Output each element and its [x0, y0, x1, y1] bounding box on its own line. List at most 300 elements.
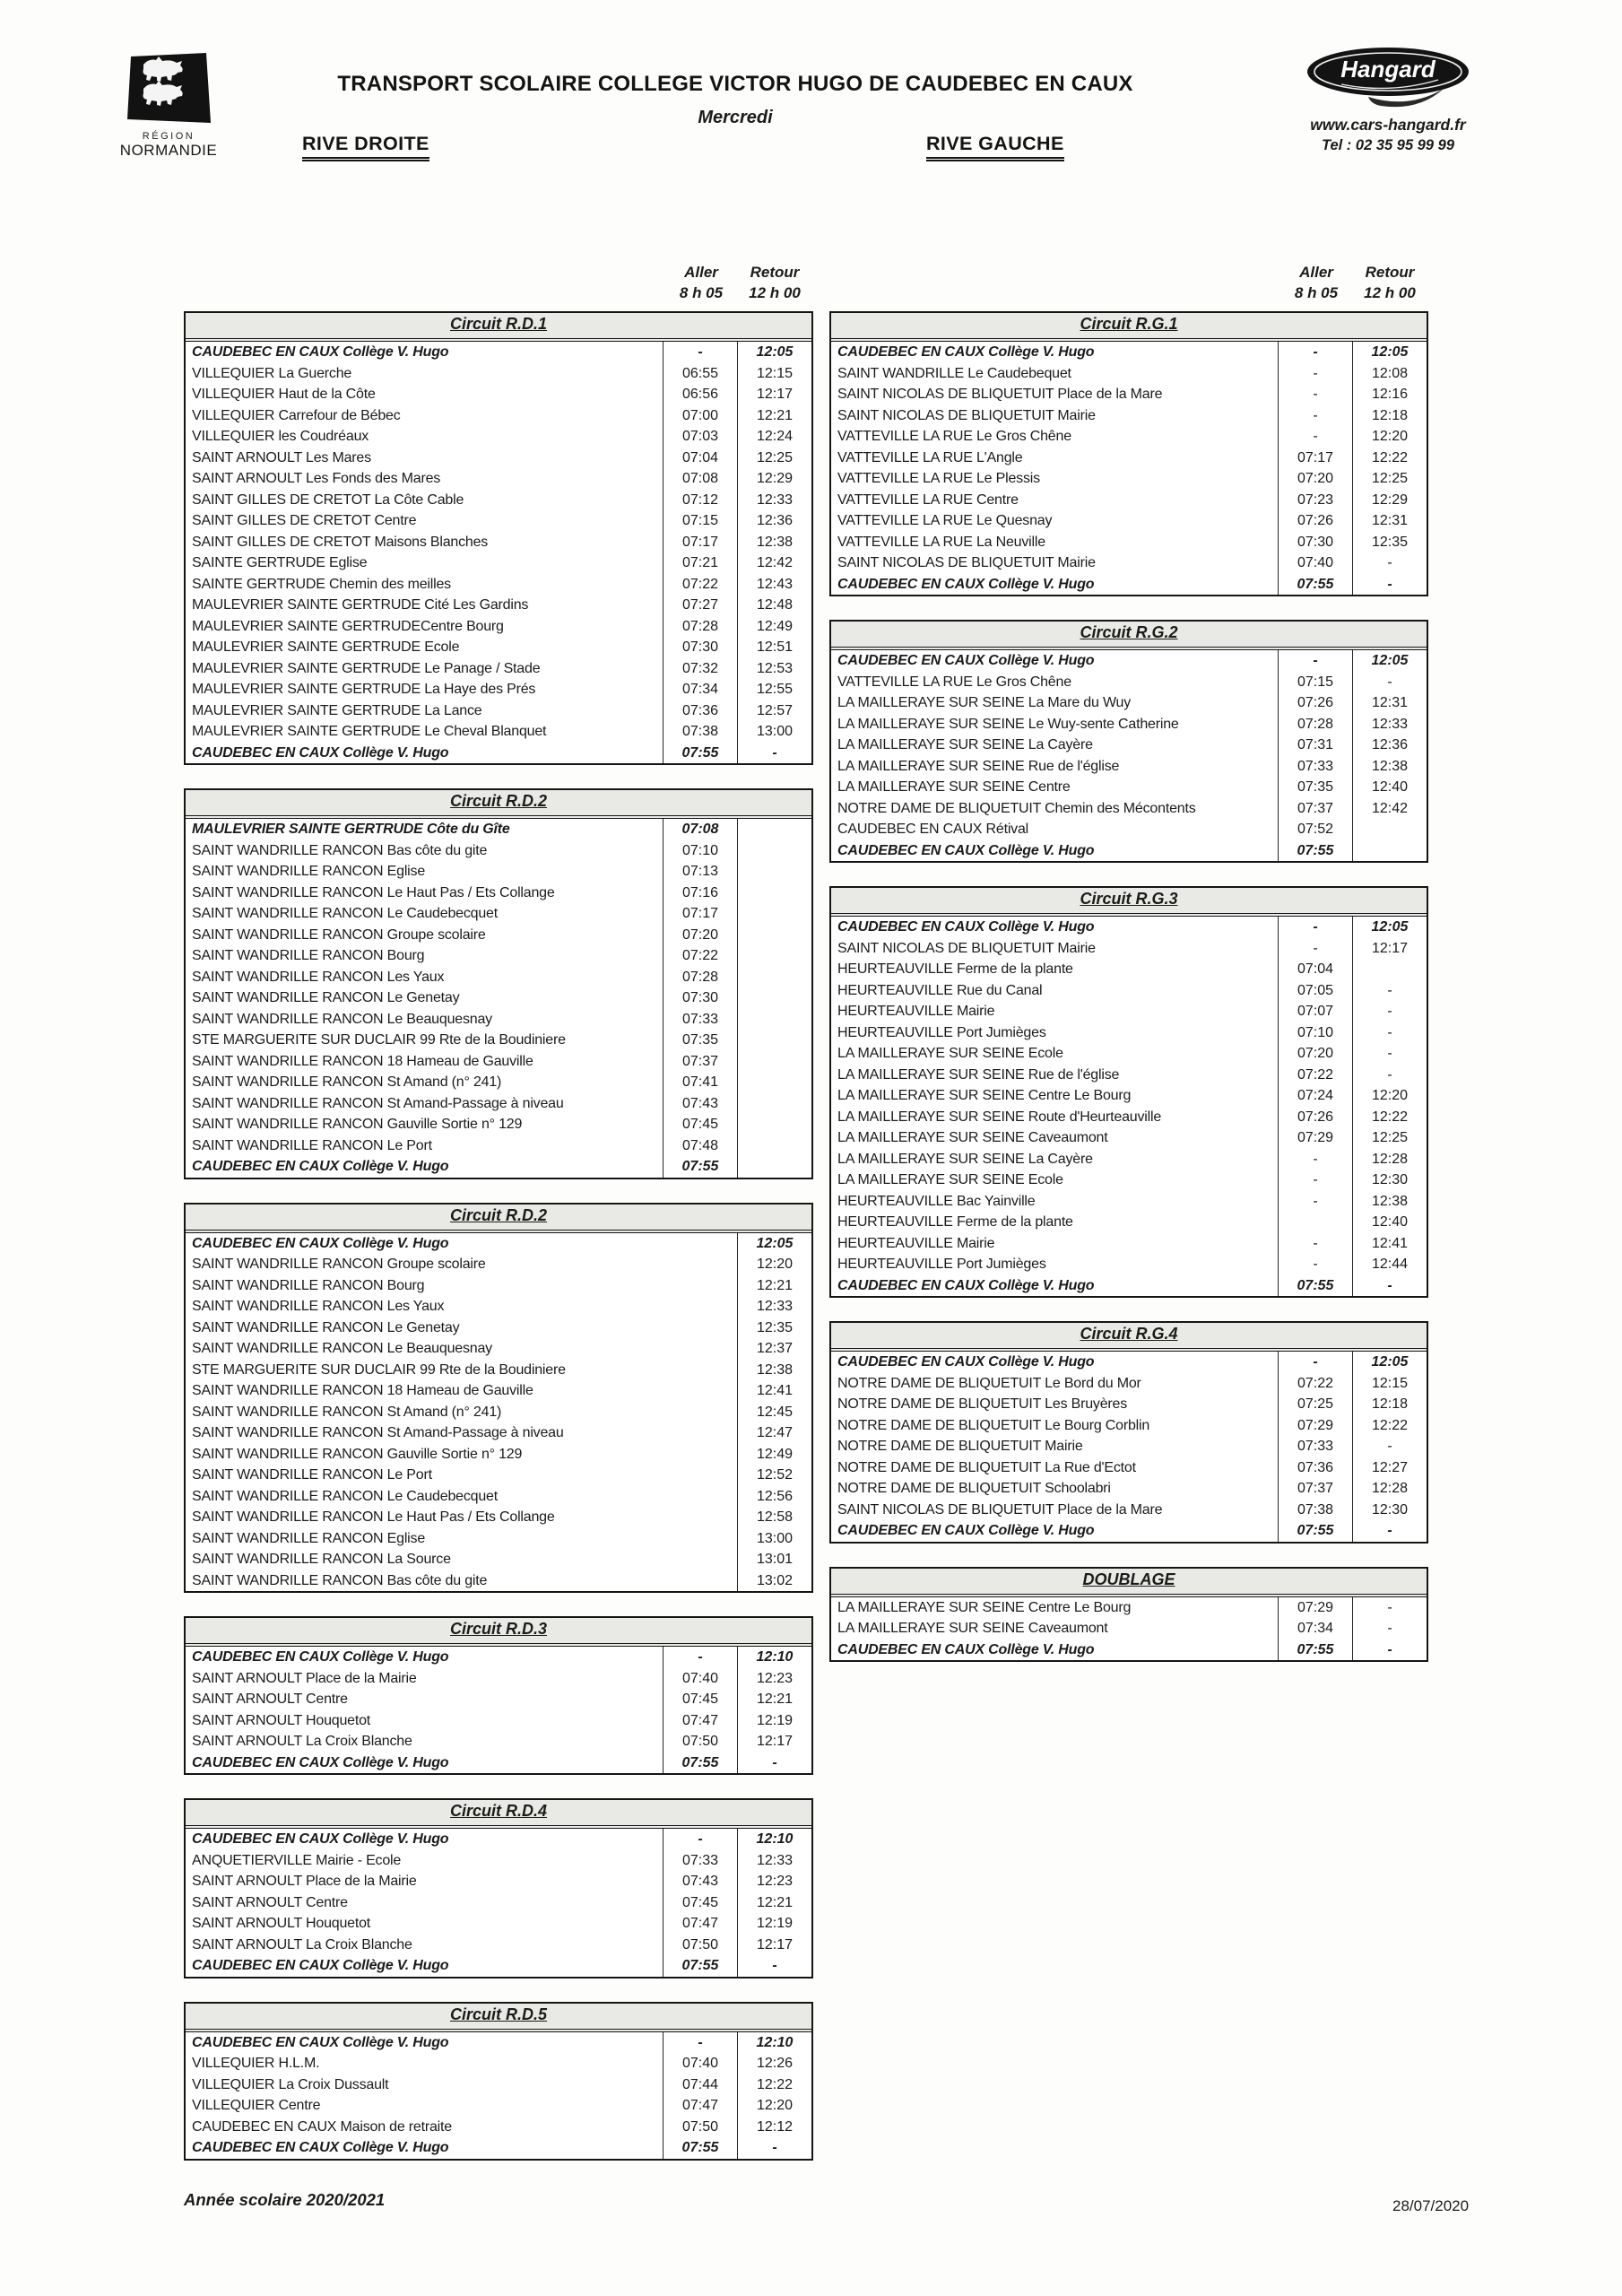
stop-name: SAINT WANDRILLE RANCON Les Yaux [192, 969, 445, 985]
time-retour [737, 925, 811, 946]
time-aller: 07:48 [663, 1135, 737, 1157]
stop-row [186, 552, 811, 574]
stop-row [186, 861, 811, 883]
stop-row [186, 1752, 811, 1774]
time-aller: - [1278, 650, 1352, 672]
stop-row [186, 967, 811, 988]
stop-name: SAINT WANDRILLE RANCON Gauville Sortie n° 129 [192, 1446, 523, 1462]
rive-droite-tables [184, 311, 813, 2161]
stop-row [186, 468, 811, 490]
stop-name: CAUDEBEC EN CAUX Collège V. Hugo [837, 576, 1095, 592]
stop-row [186, 658, 811, 680]
time-retour: 12:21 [737, 1689, 811, 1710]
time-retour: 12:23 [737, 1668, 811, 1690]
stop-name: MAULEVRIER SAINTE GERTRUDE Ecole [192, 639, 460, 655]
stop-row [831, 1618, 1427, 1639]
time-aller: 07:37 [663, 1051, 737, 1073]
stop-row [831, 938, 1427, 960]
time-retour: 12:19 [737, 1913, 811, 1935]
brand-phone: Tel : 02 35 95 99 99 [1322, 137, 1454, 153]
time-aller: - [663, 2032, 737, 2054]
circuit-title: Circuit R.D.2 [186, 790, 811, 819]
time-retour: 12:30 [1352, 1170, 1427, 1191]
time-column-header-right [829, 262, 1428, 309]
time-retour: 12:36 [737, 510, 811, 532]
time-aller: - [1278, 384, 1352, 405]
stop-name: CAUDEBEC EN CAUX Collège V. Hugo [192, 2034, 449, 2050]
time-aller: 07:55 [663, 743, 737, 764]
stop-row [186, 1338, 811, 1360]
time-aller: 07:55 [1278, 1275, 1352, 1297]
time-aller [664, 1338, 737, 1360]
time-retour: 12:19 [737, 1710, 811, 1732]
stop-name: SAINT WANDRILLE RANCON Les Yaux [192, 1299, 445, 1314]
time-retour: 12:26 [737, 2053, 811, 2074]
time-aller: - [1278, 426, 1352, 448]
time-retour: - [1352, 1275, 1427, 1297]
circuit-table [184, 2002, 813, 2161]
stop-row [186, 1296, 811, 1318]
stop-name: SAINT ARNOULT Houquetot [192, 1916, 371, 1931]
stop-row [186, 883, 811, 904]
stop-name: VILLEQUIER les Coudréaux [192, 429, 369, 444]
stop-row [186, 1668, 811, 1690]
stop-row [831, 1107, 1427, 1128]
time-aller: 07:20 [1278, 1043, 1352, 1065]
stop-row [831, 1394, 1427, 1415]
stop-row [186, 1486, 811, 1508]
time-aller: 07:29 [1278, 1597, 1352, 1619]
stop-name: MAULEVRIER SAINTE GERTRUDE Côte du Gîte [192, 822, 510, 837]
stop-name: SAINT WANDRILLE RANCON Le Beauquesnay [192, 1011, 492, 1027]
stop-name: NOTRE DAME DE BLIQUETUIT Schoolabri [837, 1481, 1111, 1496]
time-aller [664, 1486, 737, 1508]
time-retour: 13:02 [737, 1570, 811, 1592]
time-retour: 12:38 [1352, 1191, 1427, 1213]
time-retour: 12:29 [737, 468, 811, 490]
aller-time: 8 h 05 [679, 284, 724, 301]
stop-row [186, 342, 811, 363]
stop-name: SAINT WANDRILLE RANCON St Amand-Passage à niveau [192, 1095, 564, 1111]
stop-name: LA MAILLERAYE SUR SEINE Centre [837, 779, 1071, 795]
stop-name: SAINT ARNOULT Centre [192, 1692, 348, 1707]
time-retour: 12:49 [737, 616, 811, 638]
stop-row [186, 925, 811, 946]
stop-row [186, 1955, 811, 1977]
time-retour: 12:48 [737, 595, 811, 616]
stop-name: CAUDEBEC EN CAUX Collège V. Hugo [837, 1523, 1095, 1538]
time-retour: 12:22 [1352, 1415, 1427, 1437]
stop-row [186, 2053, 811, 2074]
stop-name: NOTRE DAME DE BLIQUETUIT Le Bord du Mor [837, 1375, 1141, 1391]
stop-name: HEURTEAUVILLE Mairie [837, 1004, 995, 1019]
stop-name: SAINT NICOLAS DE BLIQUETUIT Place de la Mare [837, 387, 1163, 402]
time-aller: 07:55 [1278, 840, 1352, 862]
aller-time: 8 h 05 [1294, 284, 1339, 301]
stop-row [831, 819, 1427, 840]
time-aller: 07:12 [663, 490, 737, 511]
stop-row [831, 1085, 1427, 1107]
circuit-table [184, 788, 813, 1179]
circuit-title: Circuit R.G.3 [831, 888, 1427, 917]
stop-name: LA MAILLERAYE SUR SEINE Caveaumont [837, 1621, 1108, 1636]
stop-name: ANQUETIERVILLE Mairie - Ecole [192, 1852, 402, 1868]
stop-name: SAINT WANDRILLE RANCON St Amand-Passage à niveau [192, 1425, 564, 1440]
time-aller [664, 1402, 737, 1423]
time-retour [737, 840, 811, 862]
time-aller: 07:47 [663, 1913, 737, 1935]
normandie-lions-icon [122, 52, 215, 126]
stop-name: HEURTEAUVILLE Mairie [837, 1235, 995, 1251]
time-aller: - [1278, 1254, 1352, 1275]
stop-row [186, 574, 811, 596]
time-retour: 12:31 [1352, 692, 1427, 714]
stop-name: SAINT ARNOULT Place de la Mairie [192, 1670, 417, 1686]
stop-name: SAINT WANDRILLE RANCON Le Port [192, 1137, 432, 1153]
time-retour: 12:40 [1352, 1212, 1427, 1233]
time-aller: - [1278, 1170, 1352, 1191]
stop-row [831, 1170, 1427, 1191]
stop-name: VATTEVILLE LA RUE La Neuville [837, 534, 1045, 550]
time-aller: - [1278, 1233, 1352, 1255]
stop-name: SAINT ARNOULT La Croix Blanche [192, 1734, 412, 1749]
stop-row [831, 363, 1427, 385]
time-aller: 07:50 [663, 2117, 737, 2138]
stop-name: VILLEQUIER Carrefour de Bébec [192, 407, 401, 423]
time-retour: 12:27 [1352, 1457, 1427, 1479]
time-retour: 12:38 [1352, 756, 1427, 778]
time-aller: 07:28 [663, 967, 737, 988]
time-retour: 12:15 [1352, 1373, 1427, 1395]
retour-time: 12 h 00 [1364, 284, 1416, 301]
stop-row [831, 384, 1427, 405]
time-aller: 07:22 [1278, 1065, 1352, 1086]
time-retour: 12:20 [1352, 1085, 1427, 1107]
time-retour: - [1352, 980, 1427, 1002]
time-aller [664, 1380, 737, 1402]
stop-name: SAINT WANDRILLE RANCON Le Genetay [192, 1319, 460, 1335]
time-aller: 07:28 [663, 616, 737, 638]
stop-row [831, 1127, 1427, 1149]
stop-name: MAULEVRIER SAINTE GERTRUDE Cité Les Gardins [192, 597, 529, 613]
time-aller: 07:15 [1278, 672, 1352, 693]
time-retour: - [1352, 1520, 1427, 1542]
stop-name: SAINT WANDRILLE RANCON Groupe scolaire [192, 1257, 486, 1272]
time-retour: 12:05 [1352, 650, 1427, 672]
time-aller: 07:22 [1278, 1373, 1352, 1395]
region-logo-line1: RÉGION [142, 131, 195, 142]
stop-name: LA MAILLERAYE SUR SEINE La Cayère [837, 737, 1093, 752]
stop-row [186, 510, 811, 532]
stop-name: SAINT WANDRILLE RANCON St Amand (n° 241) [192, 1404, 502, 1420]
time-aller: 07:20 [663, 925, 737, 946]
stop-name: NOTRE DAME DE BLIQUETUIT Les Bruyères [837, 1396, 1128, 1412]
time-retour: - [737, 2137, 811, 2159]
stop-row [186, 1156, 811, 1178]
time-aller: 07:55 [1278, 574, 1352, 596]
stop-name: LA MAILLERAYE SUR SEINE La Mare du Wuy [837, 695, 1132, 710]
time-aller [664, 1465, 737, 1486]
circuit-table [829, 620, 1428, 863]
stop-name: SAINT ARNOULT La Croix Blanche [192, 1936, 412, 1952]
time-retour: 12:51 [737, 637, 811, 658]
stop-row [831, 1373, 1427, 1395]
time-aller: - [663, 1829, 737, 1850]
time-retour: 13:00 [737, 1528, 811, 1550]
time-aller: 07:10 [1278, 1022, 1352, 1044]
time-retour: 12:42 [1352, 798, 1427, 820]
time-retour: 12:31 [1352, 510, 1427, 532]
time-retour: - [1352, 552, 1427, 574]
time-aller: 07:33 [1278, 1436, 1352, 1457]
time-retour: 12:21 [737, 1892, 811, 1914]
time-aller: - [1278, 1352, 1352, 1373]
rive-gauche-tables [829, 311, 1428, 1662]
stop-row [831, 448, 1427, 469]
time-aller: - [1278, 917, 1352, 938]
stop-row [831, 532, 1427, 553]
stop-name: SAINT ARNOULT Les Fonds des Mares [192, 471, 441, 486]
stop-name: SAINT ARNOULT Place de la Mairie [192, 1874, 417, 1889]
stop-name: CAUDEBEC EN CAUX Collège V. Hugo [192, 344, 449, 360]
retour-label: Retour [750, 264, 800, 281]
time-aller: 07:55 [663, 2137, 737, 2159]
stop-name: NOTRE DAME DE BLIQUETUIT Chemin des Mécontents [837, 800, 1196, 816]
time-retour: 12:17 [1352, 938, 1427, 960]
stop-row [831, 1436, 1427, 1457]
time-retour: 12:10 [737, 1829, 811, 1850]
stop-row [831, 1043, 1427, 1065]
stop-name: CAUDEBEC EN CAUX Collège V. Hugo [192, 1159, 449, 1174]
time-aller: 07:05 [1278, 980, 1352, 1002]
time-retour: 12:29 [1352, 490, 1427, 511]
circuit-table [184, 1203, 813, 1594]
time-aller: 07:45 [663, 1689, 737, 1710]
time-retour: - [737, 743, 811, 764]
stop-name: VILLEQUIER La Guerche [192, 365, 352, 381]
stop-name: VATTEVILLE LA RUE Le Gros Chêne [837, 429, 1071, 444]
stop-name: CAUDEBEC EN CAUX Collège V. Hugo [837, 842, 1095, 858]
time-aller: 07:33 [663, 1850, 737, 1872]
stop-row [831, 405, 1427, 427]
section-title-rive-droite: RIVE DROITE [302, 133, 429, 161]
stop-row [831, 490, 1427, 511]
time-retour: 12:35 [737, 1318, 811, 1339]
time-retour: 12:55 [737, 679, 811, 700]
stop-name: VATTEVILLE LA RUE L'Angle [837, 449, 1023, 465]
stop-row [186, 1892, 811, 1914]
time-aller: 07:04 [1278, 959, 1352, 980]
stop-row [831, 1597, 1427, 1619]
time-retour: 12:17 [737, 1935, 811, 1956]
time-aller: 07:28 [1278, 714, 1352, 735]
time-retour: 12:08 [1352, 363, 1427, 385]
stop-name: NOTRE DAME DE BLIQUETUIT Mairie [837, 1439, 1083, 1454]
time-aller: 07:55 [1278, 1639, 1352, 1661]
stop-name: MAULEVRIER SAINTE GERTRUDE La Haye des Prés [192, 682, 536, 697]
time-aller: 07:15 [663, 510, 737, 532]
time-aller [664, 1549, 737, 1570]
circuit-table [184, 1616, 813, 1775]
stop-name: SAINT WANDRILLE RANCON Le Haut Pas / Ets Collange [192, 1509, 555, 1525]
stop-row [186, 840, 811, 862]
time-aller: 07:33 [663, 1009, 737, 1031]
stop-row [831, 1457, 1427, 1479]
time-retour: 12:33 [737, 1296, 811, 1318]
stop-name: STE MARGUERITE SUR DUCLAIR 99 Rte de la Boudiniere [192, 1361, 566, 1378]
time-aller [664, 1422, 737, 1444]
time-retour: 12:05 [737, 342, 811, 363]
stop-row [186, 1318, 811, 1339]
time-retour: 12:28 [1352, 1149, 1427, 1170]
stop-row [186, 1422, 811, 1444]
stop-name: CAUDEBEC EN CAUX Rétival [837, 822, 1029, 837]
hangard-logo-icon [1298, 47, 1478, 109]
stop-name: SAINT WANDRILLE RANCON Gauville Sortie n° 129 [192, 1117, 523, 1132]
time-aller [1278, 1212, 1352, 1233]
time-retour: 12:33 [1352, 714, 1427, 735]
circuit-table [829, 1567, 1428, 1663]
time-aller: 07:13 [663, 861, 737, 883]
stop-row [831, 735, 1427, 756]
stop-name: CAUDEBEC EN CAUX Collège V. Hugo [837, 344, 1095, 360]
time-retour: 12:24 [737, 426, 811, 448]
time-aller [664, 1233, 737, 1255]
stop-name: SAINT WANDRILLE RANCON Eglise [192, 864, 426, 879]
stop-name: HEURTEAUVILLE Port Jumièges [837, 1257, 1046, 1272]
time-aller: 07:22 [663, 945, 737, 967]
time-retour: - [1352, 1597, 1427, 1619]
time-aller: - [1278, 938, 1352, 960]
retour-time: 12 h 00 [749, 284, 801, 301]
time-retour: 12:20 [737, 2095, 811, 2117]
stop-row [186, 743, 811, 764]
stop-row [831, 1022, 1427, 1044]
stop-name: VATTEVILLE LA RUE Centre [837, 491, 1019, 508]
stop-row [831, 650, 1427, 672]
time-retour [737, 1030, 811, 1051]
circuit-table [184, 311, 813, 765]
stop-row [831, 1191, 1427, 1213]
stop-name: MAULEVRIER SAINTE GERTRUDE Le Panage / Stade [192, 660, 541, 676]
time-retour: 12:22 [1352, 448, 1427, 469]
time-aller: 07:55 [663, 1752, 737, 1774]
time-retour: 13:01 [737, 1549, 811, 1570]
stop-row [186, 1935, 811, 1956]
time-retour: 12:37 [737, 1338, 811, 1360]
stop-row [831, 777, 1427, 798]
time-aller: 07:37 [1278, 798, 1352, 820]
time-aller: 06:56 [663, 384, 737, 405]
time-aller: 06:55 [663, 363, 737, 385]
stop-name: SAINT NICOLAS DE BLIQUETUIT Mairie [837, 940, 1096, 956]
time-retour [1352, 959, 1427, 980]
time-retour [737, 819, 811, 840]
stop-name: HEURTEAUVILLE Rue du Canal [837, 982, 1043, 998]
time-retour: 12:36 [1352, 735, 1427, 756]
stop-row [186, 1528, 811, 1550]
time-aller: - [663, 342, 737, 363]
time-aller: 07:33 [1278, 756, 1352, 778]
stop-row [186, 1465, 811, 1486]
time-retour: 12:16 [1352, 384, 1427, 405]
stop-row [186, 1135, 811, 1157]
stop-row [186, 1549, 811, 1570]
stop-row [831, 1233, 1427, 1255]
time-aller: 07:50 [663, 1935, 737, 1956]
stop-name: HEURTEAUVILLE Ferme de la plante [837, 1214, 1073, 1230]
time-retour [1352, 819, 1427, 840]
stop-name: MAULEVRIER SAINTE GERTRUDECentre Bourg [192, 618, 504, 634]
time-retour: 12:56 [737, 1486, 811, 1508]
stop-name: LA MAILLERAYE SUR SEINE La Cayère [837, 1151, 1093, 1167]
time-retour: 13:00 [737, 721, 811, 743]
time-retour: 12:57 [737, 700, 811, 722]
stop-row [831, 468, 1427, 490]
time-retour: - [1352, 672, 1427, 693]
time-aller: - [663, 1647, 737, 1668]
time-retour: 12:25 [1352, 468, 1427, 490]
time-retour: 12:21 [737, 405, 811, 427]
time-aller [664, 1507, 737, 1528]
time-retour: 12:53 [737, 658, 811, 680]
time-retour: 12:40 [1352, 777, 1427, 798]
rive-droite-column [184, 262, 813, 2184]
stop-name: CAUDEBEC EN CAUX Collège V. Hugo [192, 744, 449, 761]
time-aller [664, 1444, 737, 1465]
stop-row [831, 672, 1427, 693]
stop-row [831, 714, 1427, 735]
time-retour: - [1352, 1043, 1427, 1065]
stop-row [831, 917, 1427, 938]
stop-name: HEURTEAUVILLE Ferme de la plante [837, 961, 1073, 977]
stop-row [186, 1380, 811, 1402]
stop-row [831, 1065, 1427, 1086]
time-retour: - [1352, 1065, 1427, 1086]
time-aller: 07:34 [1278, 1618, 1352, 1639]
time-aller: 07:22 [663, 574, 737, 596]
stop-name: CAUDEBEC EN CAUX Collège V. Hugo [192, 1831, 449, 1847]
time-retour: - [737, 1955, 811, 1977]
time-aller: 07:30 [663, 987, 737, 1009]
time-retour: - [1352, 574, 1427, 596]
time-aller: 07:10 [663, 840, 737, 862]
stop-name: SAINT WANDRILLE RANCON Le Port [192, 1467, 432, 1483]
time-aller: 07:38 [663, 721, 737, 743]
time-aller: 07:55 [1278, 1520, 1352, 1542]
stop-name: CAUDEBEC EN CAUX Collège V. Hugo [837, 1641, 1095, 1657]
stop-name: SAINT WANDRILLE RANCON Le Haut Pas / Ets Collange [192, 884, 555, 900]
time-aller: - [1278, 342, 1352, 363]
stop-row [831, 798, 1427, 820]
document-header [206, 72, 1264, 128]
time-aller: 07:26 [1278, 1107, 1352, 1128]
stop-name: CAUDEBEC EN CAUX Collège V. Hugo [837, 653, 1095, 668]
time-retour: 12:28 [1352, 1478, 1427, 1500]
circuit-title: Circuit R.G.2 [831, 622, 1427, 650]
stop-name: CAUDEBEC EN CAUX Collège V. Hugo [192, 1649, 449, 1665]
time-retour: - [1352, 1001, 1427, 1022]
time-retour: 12:38 [737, 532, 811, 553]
stop-name: CAUDEBEC EN CAUX Collège V. Hugo [192, 1235, 449, 1251]
stop-name: HEURTEAUVILLE Bac Yainville [837, 1193, 1036, 1209]
stop-row [831, 1254, 1427, 1275]
time-retour: 12:18 [1352, 405, 1427, 427]
time-aller: 07:17 [663, 903, 737, 925]
time-aller: 07:31 [1278, 735, 1352, 756]
stop-name: SAINTE GERTRUDE Eglise [192, 555, 368, 570]
stop-name: CAUDEBEC EN CAUX Collège V. Hugo [837, 1354, 1095, 1370]
